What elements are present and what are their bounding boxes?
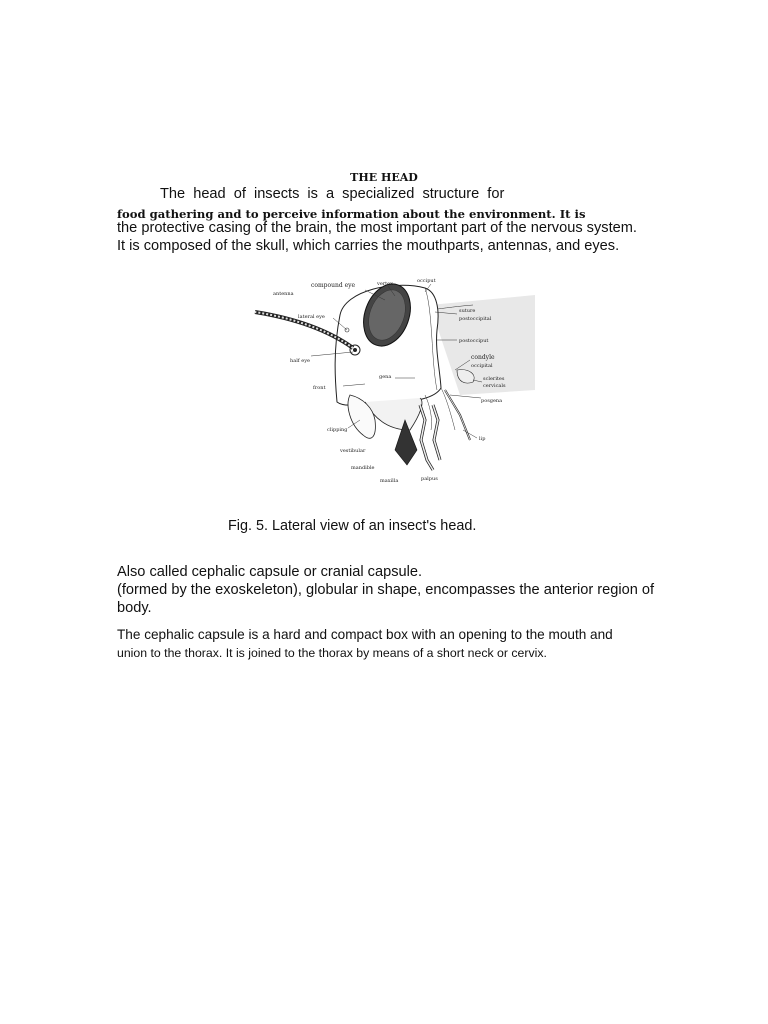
label-postocciput: postocciput (459, 338, 489, 344)
label-antenna: antenna (273, 291, 294, 297)
label-half-eye: half eye (290, 358, 310, 364)
figure-caption: Fig. 5. Lateral view of an insect's head. (228, 518, 477, 534)
label-lip: lip (479, 436, 486, 442)
label-mandible: mandible (351, 465, 375, 471)
label-posgena: posgena (481, 398, 503, 404)
para3-line-2: union to the thorax. It is joined to the thorax by means of a short neck or cervix. (117, 646, 547, 660)
label-suture: suture (459, 308, 476, 314)
label-occipital: occipital (471, 363, 493, 369)
insect-head-figure (245, 270, 535, 490)
para2-line-2: (formed by the exoskeleton), globular in shape, encompasses the anterior region of (117, 582, 655, 598)
label-vertex: vertex (377, 281, 393, 287)
label-gena: gena (379, 374, 392, 380)
intro-line-1: The head of insects is a specialized structure for (160, 186, 505, 202)
label-sclerites: sclerites (483, 376, 505, 382)
label-lateral-eye: lateral eye (298, 314, 325, 320)
para3-line-1: The cephalic capsule is a hard and compact box with an opening to the mouth and (117, 627, 613, 642)
para2-line-3: body. (117, 600, 152, 616)
label-cervicals: cervicals (483, 383, 506, 389)
intro-line-4: It is composed of the skull, which carries the mouthparts, antennas, and eyes. (117, 238, 620, 254)
label-occiput: occiput (417, 278, 436, 284)
label-condyle: condyle (471, 354, 495, 361)
label-postoccipital: postoccipital (459, 316, 492, 322)
para2-line-1: Also called cephalic capsule or cranial capsule. (117, 564, 423, 580)
label-front: front (313, 385, 326, 391)
page-title: THE HEAD (350, 171, 418, 184)
label-vestibular: vestibular (340, 448, 366, 454)
label-palpus: palpus (421, 476, 438, 482)
label-compound-eye: compound eye (311, 282, 356, 289)
intro-line-3: the protective casing of the brain, the most important part of the nervous system. (117, 220, 637, 236)
intro-line-2: food gathering and to perceive information about the environment. It is (117, 207, 586, 221)
label-maxilla: maxilla (380, 478, 399, 484)
label-clipping: clipping (327, 427, 348, 433)
